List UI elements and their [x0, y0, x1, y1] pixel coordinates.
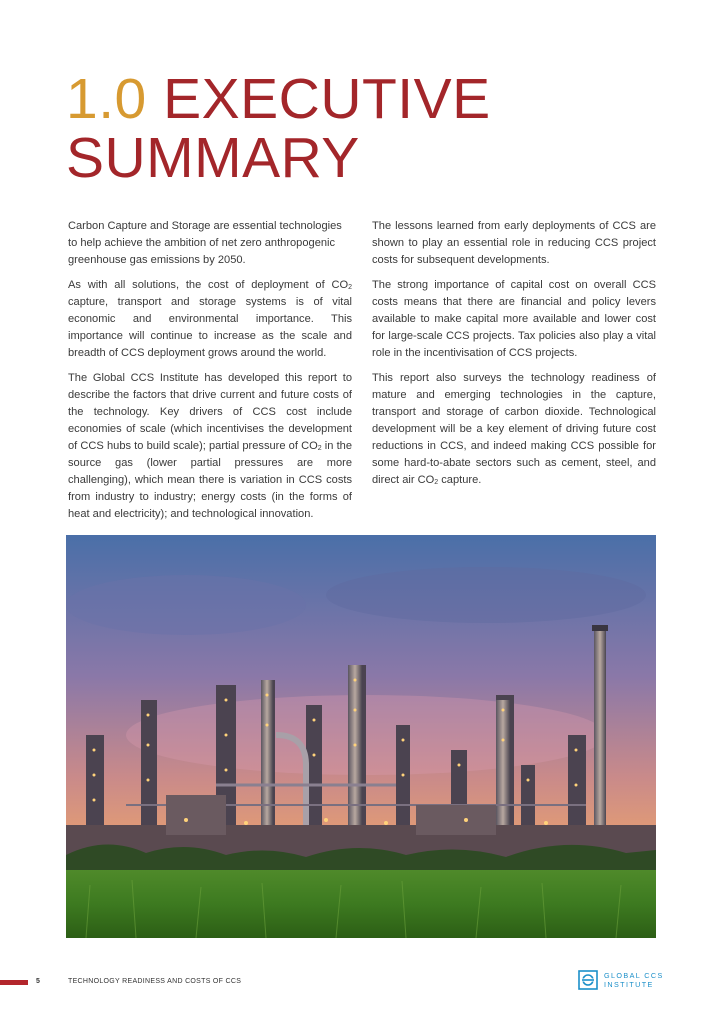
left-text-column: [68, 218, 352, 531]
paragraph: The Global CCS Institute has developed this report to describe the factors that drive current and future costs of the technology. Key drivers of CCS cost include economies of scale (which incentivises the development of CCS hubs to build scale); partial pressure of $CO_2$ in the source gas (lower partial pressures are more challenging), which mean there is variation in CCS costs from industry to industry; energy costs (in the forms of heat and electricity); and technological innovation.: [68, 372, 352, 520]
page-number: 5: [36, 978, 40, 985]
title-line-2: SUMMARY: [66, 126, 360, 190]
title-line-1: EXECUTIVE: [163, 67, 491, 131]
running-title: TECHNOLOGY READINESS AND COSTS OF CCS: [68, 978, 242, 985]
logo-mark-icon: [578, 970, 598, 990]
right-text-column: [372, 218, 656, 497]
paragraph: The lessons learned from early deployments of CCS are shown to play an essential role in reducing CCS project costs for subsequent developments.: [372, 220, 656, 266]
global-ccs-institute-logo: [578, 970, 678, 994]
logo-text: GLOBAL CCS INSTITUTE: [604, 971, 664, 989]
paragraph: As with all solutions, the cost of deployment of $CO_2$ capture, transport and storage systems is of vital economic and environmental importance. This importance will continue to increase as the scale and breadth of CCS deployment grows around the world.: [68, 279, 352, 359]
paragraph: This report also surveys the technology readiness of mature and emerging technologies in the capture, transport and storage of carbon dioxide. Technological development will be a key element of driving future cost reductions in CCS, and indeed making CCS possible for some hard-to-abate sectors such as cement, steel, and direct air $CO_2$ capture.: [372, 372, 656, 486]
paragraph: Carbon Capture and Storage are essential technologies to help achieve the ambition of net zero anthropogenic greenhouse gas emissions by 2050.: [68, 220, 342, 266]
paragraph: The strong importance of capital cost on overall CCS costs means that there are financial and policy levers available to make capital more available and lower cost for large-scale CCS projects. Tax policies also play a vital role in the incentivisation of CCS projects.: [372, 279, 656, 359]
refinery-photo: [66, 535, 656, 938]
page-title: [66, 67, 666, 190]
footer-accent-bar: [0, 980, 28, 985]
section-number: 1.0: [66, 67, 147, 131]
